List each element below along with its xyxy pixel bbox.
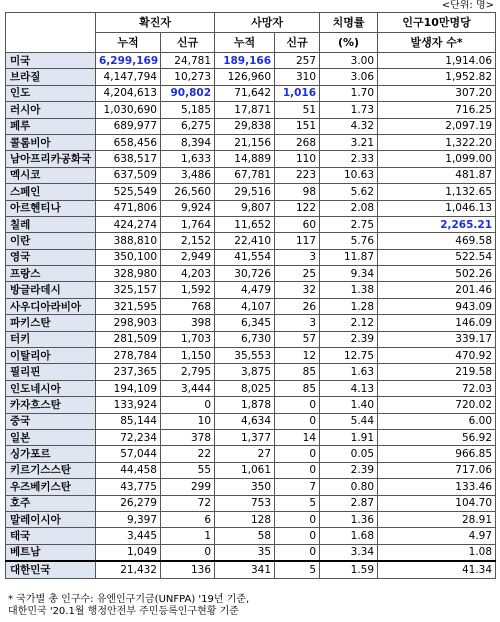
cell-d-new: 0 xyxy=(275,446,320,462)
cell-d-new: 0 xyxy=(275,511,320,527)
country-name: 페루 xyxy=(6,118,96,134)
cell-rate: 1.73 xyxy=(320,102,378,118)
cell-d-cum: 35 xyxy=(215,544,275,561)
cell-per100k: 469.58 xyxy=(378,233,496,249)
cell-d-cum: 67,781 xyxy=(215,167,275,183)
cell-per100k: 1,132.65 xyxy=(378,184,496,200)
cell-c-new: 398 xyxy=(161,315,215,331)
country-name: 싱가포르 xyxy=(6,446,96,462)
cell-rate: 1.68 xyxy=(320,528,378,544)
cell-c-cum: 21,432 xyxy=(96,561,161,578)
cell-d-cum: 3,875 xyxy=(215,364,275,380)
country-name: 카자흐스탄 xyxy=(6,397,96,413)
cell-d-cum: 1,061 xyxy=(215,462,275,478)
header-confirmed-cumulative: 누적 xyxy=(96,33,161,53)
cell-per100k: 717.06 xyxy=(378,462,496,478)
cell-rate: 2.39 xyxy=(320,462,378,478)
cell-per100k: 716.25 xyxy=(378,102,496,118)
cell-c-new: 2,795 xyxy=(161,364,215,380)
cell-rate: 1.40 xyxy=(320,397,378,413)
cell-c-new: 72 xyxy=(161,495,215,511)
cell-c-new: 1,764 xyxy=(161,216,215,232)
cell-c-new: 22 xyxy=(161,446,215,462)
cell-c-cum: 6,299,169 xyxy=(96,53,161,69)
cell-per100k: 104.70 xyxy=(378,495,496,511)
cell-rate: 2.12 xyxy=(320,315,378,331)
table-row xyxy=(6,266,496,282)
header-country xyxy=(6,13,96,53)
cell-d-new: 5 xyxy=(275,495,320,511)
cell-c-cum: 278,784 xyxy=(96,348,161,364)
cell-d-new: 0 xyxy=(275,544,320,561)
cell-per100k: 146.09 xyxy=(378,315,496,331)
table-body xyxy=(6,53,496,579)
cell-per100k: 1.08 xyxy=(378,544,496,561)
cell-c-cum: 194,109 xyxy=(96,380,161,396)
footnote-line-2: 대한민국 '20.1월 행정안전부 주민등록인구현황 기준 xyxy=(8,606,239,617)
table-row xyxy=(6,446,496,462)
cell-c-cum: 471,806 xyxy=(96,200,161,216)
country-name: 중국 xyxy=(6,413,96,429)
cell-d-new: 122 xyxy=(275,200,320,216)
cell-d-cum: 189,166 xyxy=(215,53,275,69)
cell-c-new: 2,152 xyxy=(161,233,215,249)
cell-per100k: 481.87 xyxy=(378,167,496,183)
country-name: 브라질 xyxy=(6,69,96,85)
country-name: 태국 xyxy=(6,528,96,544)
table-row xyxy=(6,495,496,511)
cell-c-new: 55 xyxy=(161,462,215,478)
cell-c-new: 10 xyxy=(161,413,215,429)
country-name: 스페인 xyxy=(6,184,96,200)
cell-d-cum: 29,838 xyxy=(215,118,275,134)
cell-d-cum: 126,960 xyxy=(215,69,275,85)
cell-c-new: 1,150 xyxy=(161,348,215,364)
cell-rate: 1.28 xyxy=(320,298,378,314)
cell-rate: 11.87 xyxy=(320,249,378,265)
cell-rate: 1.70 xyxy=(320,85,378,101)
cell-c-new: 378 xyxy=(161,429,215,445)
cell-per100k: 1,099.00 xyxy=(378,151,496,167)
cell-per100k: 522.54 xyxy=(378,249,496,265)
cell-d-new: 110 xyxy=(275,151,320,167)
cell-c-cum: 9,397 xyxy=(96,511,161,527)
country-name: 사우디아라비아 xyxy=(6,298,96,314)
table-row xyxy=(6,315,496,331)
country-name: 남아프리카공화국 xyxy=(6,151,96,167)
cell-c-cum: 658,456 xyxy=(96,134,161,150)
cell-d-cum: 11,652 xyxy=(215,216,275,232)
cell-d-new: 310 xyxy=(275,69,320,85)
cell-d-new: 14 xyxy=(275,429,320,445)
table-row xyxy=(6,249,496,265)
cell-d-cum: 6,345 xyxy=(215,315,275,331)
header-row-1 xyxy=(6,13,496,33)
country-name: 파키스탄 xyxy=(6,315,96,331)
table-row xyxy=(6,364,496,380)
cell-d-new: 1,016 xyxy=(275,85,320,101)
cell-c-new: 1,633 xyxy=(161,151,215,167)
country-name: 콜롬비아 xyxy=(6,134,96,150)
cell-c-new: 0 xyxy=(161,544,215,561)
country-name: 터키 xyxy=(6,331,96,347)
table-row xyxy=(6,528,496,544)
cell-rate: 0.80 xyxy=(320,479,378,495)
cell-c-cum: 44,458 xyxy=(96,462,161,478)
country-name: 멕시코 xyxy=(6,167,96,183)
cell-per100k: 339.17 xyxy=(378,331,496,347)
cell-d-new: 85 xyxy=(275,364,320,380)
cell-c-cum: 637,509 xyxy=(96,167,161,183)
table-row xyxy=(6,85,496,101)
cell-rate: 4.32 xyxy=(320,118,378,134)
cell-rate: 1.91 xyxy=(320,429,378,445)
cell-d-cum: 21,156 xyxy=(215,134,275,150)
cell-c-new: 6 xyxy=(161,511,215,527)
header-per100k: 인구10만명당 xyxy=(378,13,496,33)
cell-rate: 5.62 xyxy=(320,184,378,200)
cell-per100k: 6.00 xyxy=(378,413,496,429)
table-row xyxy=(6,544,496,561)
country-name: 인도 xyxy=(6,85,96,101)
cell-rate: 1.59 xyxy=(320,561,378,578)
cell-d-new: 268 xyxy=(275,134,320,150)
table-row xyxy=(6,462,496,478)
cell-c-cum: 388,810 xyxy=(96,233,161,249)
cell-d-cum: 6,730 xyxy=(215,331,275,347)
cell-d-cum: 8,025 xyxy=(215,380,275,396)
cell-d-new: 0 xyxy=(275,462,320,478)
table-row xyxy=(6,511,496,527)
cell-per100k: 219.58 xyxy=(378,364,496,380)
cell-d-new: 0 xyxy=(275,528,320,544)
cell-c-cum: 4,147,794 xyxy=(96,69,161,85)
country-name: 프랑스 xyxy=(6,266,96,282)
cell-rate: 1.38 xyxy=(320,282,378,298)
cell-d-cum: 753 xyxy=(215,495,275,511)
cell-c-cum: 4,204,613 xyxy=(96,85,161,101)
cell-c-cum: 638,517 xyxy=(96,151,161,167)
cell-c-new: 26,560 xyxy=(161,184,215,200)
country-name: 베트남 xyxy=(6,544,96,561)
cell-d-new: 12 xyxy=(275,348,320,364)
country-name: 러시아 xyxy=(6,102,96,118)
cell-d-cum: 17,871 xyxy=(215,102,275,118)
cell-d-new: 117 xyxy=(275,233,320,249)
country-name: 인도네시아 xyxy=(6,380,96,396)
table-row xyxy=(6,380,496,396)
cell-c-cum: 26,279 xyxy=(96,495,161,511)
table-row xyxy=(6,184,496,200)
cell-c-cum: 298,903 xyxy=(96,315,161,331)
cell-c-cum: 85,144 xyxy=(96,413,161,429)
cell-rate: 1.63 xyxy=(320,364,378,380)
cell-d-new: 0 xyxy=(275,413,320,429)
cell-c-new: 768 xyxy=(161,298,215,314)
cell-per100k: 502.26 xyxy=(378,266,496,282)
header-deaths-cumulative: 누적 xyxy=(215,33,275,53)
cell-c-cum: 72,234 xyxy=(96,429,161,445)
cell-c-new: 1,592 xyxy=(161,282,215,298)
cell-c-new: 3,444 xyxy=(161,380,215,396)
cell-per100k: 2,265.21 xyxy=(378,216,496,232)
cell-c-new: 299 xyxy=(161,479,215,495)
cell-rate: 5.44 xyxy=(320,413,378,429)
table-row xyxy=(6,53,496,69)
cell-c-cum: 237,365 xyxy=(96,364,161,380)
cell-rate: 5.76 xyxy=(320,233,378,249)
country-name: 말레이시아 xyxy=(6,511,96,527)
cell-rate: 12.75 xyxy=(320,348,378,364)
cell-per100k: 720.02 xyxy=(378,397,496,413)
cell-c-new: 90,802 xyxy=(161,85,215,101)
cell-rate: 2.75 xyxy=(320,216,378,232)
cell-per100k: 470.92 xyxy=(378,348,496,364)
cell-d-new: 151 xyxy=(275,118,320,134)
country-name: 이란 xyxy=(6,233,96,249)
footnote-line-1: * 국가별 총 인구수: 유엔인구기금(UNFPA) '19년 기준, xyxy=(8,594,250,605)
cell-per100k: 307.20 xyxy=(378,85,496,101)
table-row xyxy=(6,118,496,134)
country-name: 일본 xyxy=(6,429,96,445)
cell-per100k: 41.34 xyxy=(378,561,496,578)
cell-d-new: 257 xyxy=(275,53,320,69)
table-row xyxy=(6,561,496,578)
cell-c-cum: 424,274 xyxy=(96,216,161,232)
cell-d-new: 223 xyxy=(275,167,320,183)
cell-d-cum: 128 xyxy=(215,511,275,527)
cell-rate: 4.13 xyxy=(320,380,378,396)
table-row xyxy=(6,429,496,445)
cell-per100k: 56.92 xyxy=(378,429,496,445)
cell-per100k: 1,952.82 xyxy=(378,69,496,85)
unit-note: <단위: 명> xyxy=(441,0,494,11)
cell-c-cum: 328,980 xyxy=(96,266,161,282)
cell-c-cum: 43,775 xyxy=(96,479,161,495)
country-name: 방글라데시 xyxy=(6,282,96,298)
table-row xyxy=(6,413,496,429)
cell-d-new: 60 xyxy=(275,216,320,232)
cell-d-cum: 41,554 xyxy=(215,249,275,265)
cell-per100k: 943.09 xyxy=(378,298,496,314)
cell-d-cum: 9,807 xyxy=(215,200,275,216)
cell-d-cum: 4,107 xyxy=(215,298,275,314)
cell-rate: 2.87 xyxy=(320,495,378,511)
cell-d-new: 57 xyxy=(275,331,320,347)
country-name: 칠레 xyxy=(6,216,96,232)
cell-per100k: 2,097.19 xyxy=(378,118,496,134)
header-fatality-rate: 치명률 xyxy=(320,13,378,33)
country-name: 필리핀 xyxy=(6,364,96,380)
cell-c-new: 136 xyxy=(161,561,215,578)
cell-d-new: 7 xyxy=(275,479,320,495)
cell-d-cum: 29,516 xyxy=(215,184,275,200)
cell-c-cum: 3,445 xyxy=(96,528,161,544)
cell-c-new: 8,394 xyxy=(161,134,215,150)
country-name: 영국 xyxy=(6,249,96,265)
cell-per100k: 1,046.13 xyxy=(378,200,496,216)
cell-c-cum: 321,595 xyxy=(96,298,161,314)
cell-c-new: 24,781 xyxy=(161,53,215,69)
cell-rate: 9.34 xyxy=(320,266,378,282)
cell-c-cum: 133,924 xyxy=(96,397,161,413)
cell-per100k: 1,914.06 xyxy=(378,53,496,69)
cell-d-cum: 71,642 xyxy=(215,85,275,101)
country-name: 이탈리아 xyxy=(6,348,96,364)
cell-c-new: 9,924 xyxy=(161,200,215,216)
cell-d-new: 5 xyxy=(275,561,320,578)
covid-stats-table xyxy=(5,12,496,579)
cell-d-cum: 350 xyxy=(215,479,275,495)
cell-per100k: 201.46 xyxy=(378,282,496,298)
cell-c-cum: 525,549 xyxy=(96,184,161,200)
cell-d-cum: 35,553 xyxy=(215,348,275,364)
country-name: 키르기스스탄 xyxy=(6,462,96,478)
cell-c-new: 2,949 xyxy=(161,249,215,265)
cell-c-cum: 350,100 xyxy=(96,249,161,265)
table-row xyxy=(6,167,496,183)
table-row xyxy=(6,233,496,249)
table-row xyxy=(6,102,496,118)
cell-d-new: 3 xyxy=(275,315,320,331)
country-name: 아르헨티나 xyxy=(6,200,96,216)
table-row xyxy=(6,69,496,85)
cell-d-new: 85 xyxy=(275,380,320,396)
table-row xyxy=(6,348,496,364)
cell-rate: 2.33 xyxy=(320,151,378,167)
cell-per100k: 133.46 xyxy=(378,479,496,495)
table-row xyxy=(6,200,496,216)
cell-rate: 1.36 xyxy=(320,511,378,527)
header-deaths-new: 신규 xyxy=(275,33,320,53)
header-deaths: 사망자 xyxy=(215,13,320,33)
cell-c-new: 10,273 xyxy=(161,69,215,85)
table-row xyxy=(6,397,496,413)
cell-d-new: 3 xyxy=(275,249,320,265)
cell-c-new: 1 xyxy=(161,528,215,544)
cell-per100k: 1,322.20 xyxy=(378,134,496,150)
country-name: 대한민국 xyxy=(6,561,96,578)
cell-c-cum: 325,157 xyxy=(96,282,161,298)
cell-c-new: 3,486 xyxy=(161,167,215,183)
table-row xyxy=(6,134,496,150)
cell-per100k: 4.97 xyxy=(378,528,496,544)
cell-c-cum: 1,030,690 xyxy=(96,102,161,118)
table-row xyxy=(6,479,496,495)
cell-c-new: 0 xyxy=(161,397,215,413)
table-row xyxy=(6,151,496,167)
cell-d-cum: 4,634 xyxy=(215,413,275,429)
header-percent: (%) xyxy=(320,33,378,53)
cell-d-cum: 1,377 xyxy=(215,429,275,445)
cell-d-new: 0 xyxy=(275,397,320,413)
cell-d-cum: 58 xyxy=(215,528,275,544)
table-row xyxy=(6,331,496,347)
country-name: 미국 xyxy=(6,53,96,69)
table-row xyxy=(6,216,496,232)
cell-d-cum: 1,878 xyxy=(215,397,275,413)
cell-d-cum: 30,726 xyxy=(215,266,275,282)
cell-d-cum: 14,889 xyxy=(215,151,275,167)
cell-c-new: 6,275 xyxy=(161,118,215,134)
cell-per100k: 966.85 xyxy=(378,446,496,462)
cell-rate: 0.05 xyxy=(320,446,378,462)
cell-per100k: 72.03 xyxy=(378,380,496,396)
cell-d-new: 51 xyxy=(275,102,320,118)
cell-d-new: 32 xyxy=(275,282,320,298)
cell-d-new: 26 xyxy=(275,298,320,314)
footnote xyxy=(8,594,249,618)
cell-rate: 2.08 xyxy=(320,200,378,216)
header-confirmed-new: 신규 xyxy=(161,33,215,53)
table-row xyxy=(6,282,496,298)
cell-rate: 10.63 xyxy=(320,167,378,183)
cell-c-new: 1,703 xyxy=(161,331,215,347)
cell-c-cum: 281,509 xyxy=(96,331,161,347)
country-name: 호주 xyxy=(6,495,96,511)
cell-rate: 3.34 xyxy=(320,544,378,561)
cell-d-cum: 22,410 xyxy=(215,233,275,249)
cell-d-cum: 4,479 xyxy=(215,282,275,298)
country-name: 우즈베키스탄 xyxy=(6,479,96,495)
cell-rate: 3.06 xyxy=(320,69,378,85)
cell-d-cum: 27 xyxy=(215,446,275,462)
cell-c-new: 4,203 xyxy=(161,266,215,282)
cell-rate: 3.21 xyxy=(320,134,378,150)
cell-d-cum: 341 xyxy=(215,561,275,578)
table-row xyxy=(6,298,496,314)
cell-rate: 2.39 xyxy=(320,331,378,347)
cell-d-new: 98 xyxy=(275,184,320,200)
cell-c-cum: 689,977 xyxy=(96,118,161,134)
header-per100k-sub: 발생자 수* xyxy=(378,33,496,53)
header-confirmed: 확진자 xyxy=(96,13,215,33)
cell-rate: 3.00 xyxy=(320,53,378,69)
cell-c-new: 5,185 xyxy=(161,102,215,118)
cell-c-cum: 57,044 xyxy=(96,446,161,462)
cell-c-cum: 1,049 xyxy=(96,544,161,561)
cell-d-new: 25 xyxy=(275,266,320,282)
cell-per100k: 28.91 xyxy=(378,511,496,527)
